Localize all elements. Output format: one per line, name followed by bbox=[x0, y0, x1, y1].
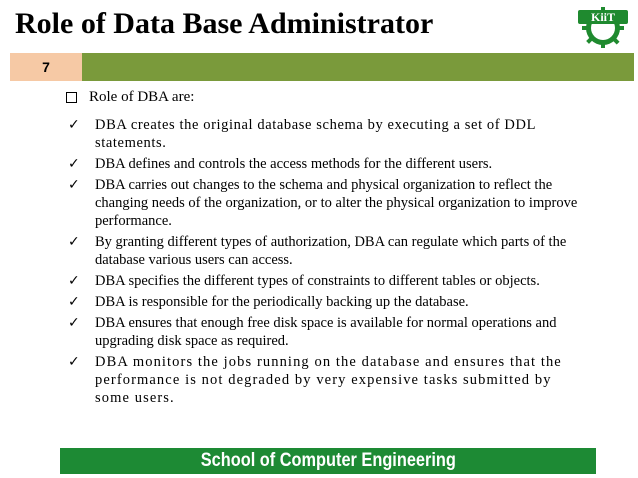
logo-text: KiiT bbox=[590, 10, 616, 24]
list-item-text: DBA carries out changes to the schema and physical organization to reflect the changing needs of the organization, or to alter the physical organization to improve performance. bbox=[95, 177, 578, 229]
kiit-logo bbox=[574, 4, 632, 48]
list-item-text: DBA ensures that enough free disk space is available for normal operations and upgrading disk space as required. bbox=[95, 315, 557, 349]
checkmark-icon: ✓ bbox=[68, 315, 80, 331]
list-item bbox=[66, 353, 590, 407]
list-item-text: DBA creates the original database schema by executing a set of DDL statements. bbox=[95, 117, 536, 151]
footer-bar bbox=[60, 448, 596, 474]
bullet-list bbox=[66, 116, 590, 410]
intro-text: Role of DBA are: bbox=[89, 89, 195, 105]
list-item bbox=[66, 116, 590, 152]
list-item-text: By granting different types of authorization, DBA can regulate which parts of the database various users can access. bbox=[95, 234, 567, 268]
header-bar bbox=[82, 53, 634, 81]
list-item-text: DBA defines and controls the access methods for the different users. bbox=[95, 156, 493, 172]
list-item bbox=[66, 155, 590, 173]
list-item-text: DBA is responsible for the periodically backing up the database. bbox=[95, 294, 469, 310]
list-item bbox=[66, 293, 590, 311]
list-item bbox=[66, 176, 590, 230]
list-item bbox=[66, 272, 590, 290]
checkmark-icon: ✓ bbox=[68, 354, 81, 370]
footer-text: School of Computer Engineering bbox=[200, 450, 456, 471]
page-number: 7 bbox=[10, 53, 82, 81]
list-item-text: DBA specifies the different types of constraints to different tables or objects. bbox=[95, 273, 540, 289]
intro-line bbox=[66, 88, 194, 106]
checkmark-icon: ✓ bbox=[68, 294, 80, 310]
checkmark-icon: ✓ bbox=[68, 234, 80, 250]
list-item-text: DBA monitors the jobs running on the database and ensures that the performance is not degraded by very expensive tasks submitted by some users. bbox=[95, 354, 562, 406]
list-item bbox=[66, 314, 590, 350]
checkmark-icon: ✓ bbox=[68, 273, 80, 289]
slide-title: Role of Data Base Administrator bbox=[15, 7, 434, 40]
checkmark-icon: ✓ bbox=[68, 117, 81, 133]
checkmark-icon: ✓ bbox=[68, 177, 80, 193]
list-item bbox=[66, 233, 590, 269]
square-bullet-icon bbox=[66, 92, 77, 103]
checkmark-icon: ✓ bbox=[68, 156, 80, 172]
